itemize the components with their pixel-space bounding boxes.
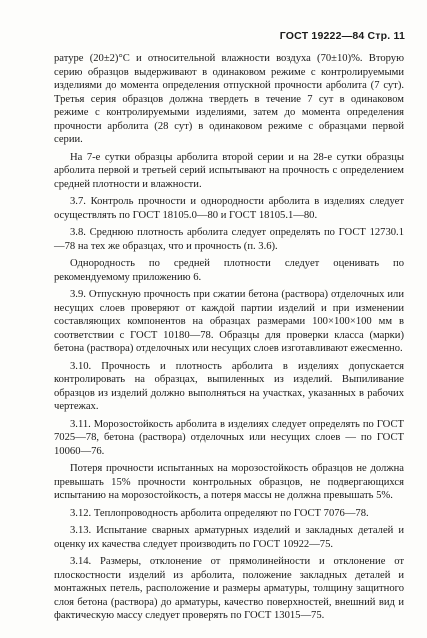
paragraph-3-13: 3.13. Испытание сварных арматурных изделий и закладных деталей и оценку их качества следует производить по ГОСТ 10922—75. bbox=[54, 525, 404, 550]
paragraph-3-7: 3.7. Контроль прочности и однородности арболита в изделиях следует осуществлять по ГОСТ 18105.0—80 и ГОСТ 18105.1—80. bbox=[54, 196, 404, 221]
paragraph-strength-loss: Потеря прочности испытанных на морозостойкость образцов не должна превышать 15% прочности контрольных образцов, не подвергающихся испытанию на морозостойкость, а потеря массы не должна превышать 5%. bbox=[54, 463, 404, 501]
paragraph-3-10: 3.10. Прочность и плотность арболита в изделиях допускается контролировать на образцах, выпиленных из изделий. Выпиливание образцов из изделий должно выполняться на участках, указанных в рабочих чертежах. bbox=[54, 360, 404, 412]
paragraph-3-14: 3.14. Размеры, отклонение от прямолинейности и отклонение от плоскостности изделий из арболита, положение закладных деталей и монтажных петель, расположение и размеры арматуры, толщину защитного слоя бетона (раствора) до арматуры, качество поверхностей, внешний вид и фактическую массу следует проверять по ГОСТ 13015—75. bbox=[54, 556, 404, 621]
paragraph-continuation: ратуре (20±2)°С и относительной влажности воздуха (70±10)%. Вторую серию образцов выдерживают в одинаковом режиме с контролируемыми изделиями до момента определения отпускной прочности арболита (7 сут). Третья серия образцов должна твердеть в течение 7 сут в одинаковом режиме с контролируемыми изделиями, затем до момента определения прочности арболита (28 сут) в одинаковом режиме с образцами первой серии. bbox=[54, 53, 404, 145]
document-body bbox=[54, 52, 404, 627]
paragraph-series-testing: На 7-е сутки образцы арболита второй серии и на 28-е сутки образцы арболита первой и третьей серий испытывают на прочность с определением средней плотности и влажности. bbox=[54, 151, 404, 190]
paragraph-3-11: 3.11. Морозостойкость арболита в изделиях следует определять по ГОСТ 7025—78, бетона (раствора) отделочных или несущих слоев — по ГОСТ 10060—76. bbox=[54, 418, 404, 457]
paragraph-density-uniformity: Однородность по средней плотности следует оценивать по рекомендуемому приложению 6. bbox=[54, 258, 404, 283]
paragraph-3-9: 3.9. Отпускную прочность при сжатии бетона (раствора) отделочных или несущих слоев проверяют от каждой партии изделий и при изменении составляющих компонентов на образцах размерами 100×100×100 мм в соответствии с ГОСТ 10180—78. Образцы для проверки класса (марки) бетона (раствора) отделочных или несущих слоев изготавливают ежесменно. bbox=[54, 289, 404, 354]
page-header: ГОСТ 19222—84 Стр. 11 bbox=[279, 30, 405, 42]
paragraph-3-8: 3.8. Среднюю плотность арболита следует определять по ГОСТ 12730.1—78 на тех же образцах, что и прочность (п. 3.6). bbox=[54, 227, 404, 252]
paragraph-3-12: 3.12. Теплопроводность арболита определяют по ГОСТ 7076—78. bbox=[70, 507, 369, 519]
